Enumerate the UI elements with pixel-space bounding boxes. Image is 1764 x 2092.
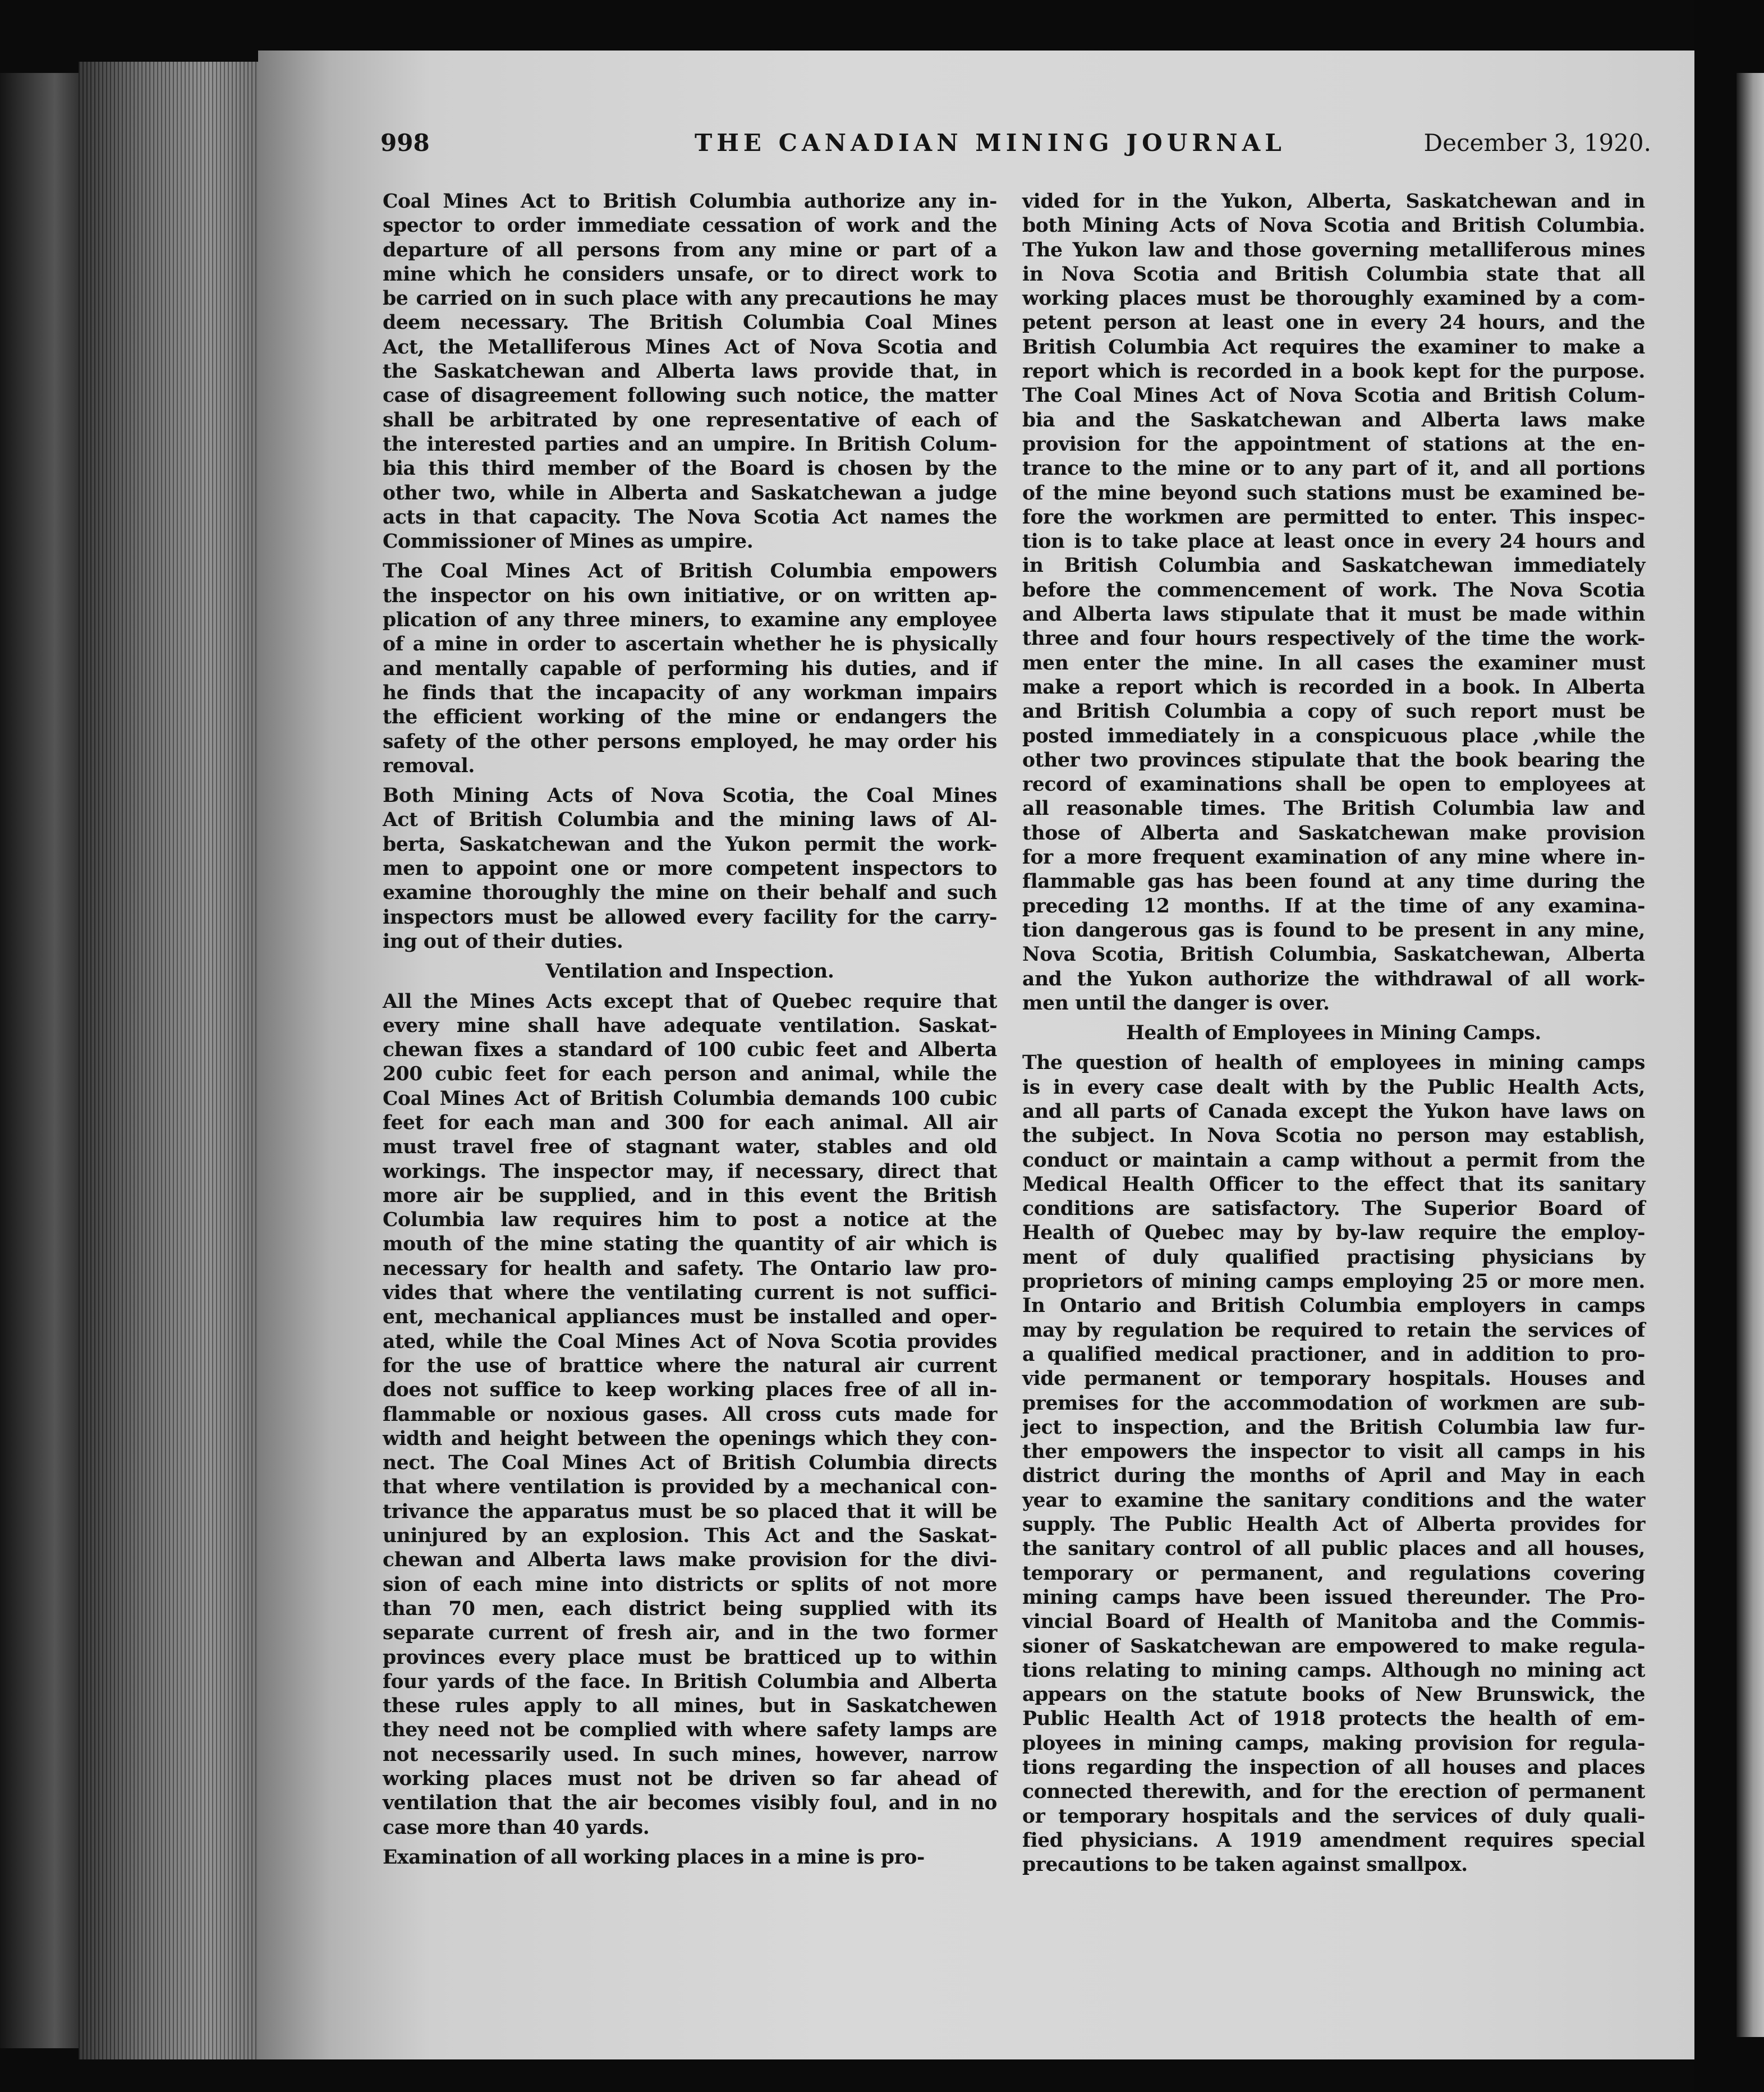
- text-line: they need not be complied with where safety lamps are: [383, 1719, 997, 1742]
- text-line: more air be supplied, and in this event the British: [383, 1184, 997, 1207]
- text-line: the inspector on his own initiative, or on written ap-: [383, 584, 997, 607]
- text-line: make a report which is recorded in a book. In Alberta: [1022, 676, 1645, 699]
- text-line: vides that where the ventilating current is not suffici-: [383, 1282, 997, 1305]
- paragraph: [1022, 1051, 1645, 1877]
- text-line: Public Health Act of 1918 protects the health of em-: [1022, 1708, 1645, 1731]
- next-page-edge: [1737, 73, 1764, 2037]
- text-line: ated, while the Coal Mines Act of Nova Scotia provides: [383, 1330, 997, 1353]
- text-line: or temporary hospitals and the services of duly quali-: [1022, 1805, 1645, 1828]
- text-line: Examination of all working places in a mine is pro-: [383, 1846, 925, 1869]
- text-line: not necessarily used. In such mines, however, narrow: [383, 1743, 997, 1766]
- text-line: in British Columbia and Saskatchewan immediately: [1022, 554, 1645, 577]
- text-line: Nova Scotia, British Columbia, Saskatchewan, Alberta: [1022, 943, 1645, 966]
- text-line: departure of all persons from any mine or part of a: [383, 238, 997, 262]
- paragraph-gap: [1022, 1045, 1645, 1051]
- text-line: examine thoroughly the mine on their behalf and such: [383, 882, 997, 905]
- text-line: British Columbia Act requires the examiner to make a: [1022, 336, 1645, 359]
- text-line: Act, the Metalliferous Mines Act of Nova Scotia and: [383, 336, 997, 359]
- text-line: four yards of the face. In British Columbia and Alberta: [383, 1670, 997, 1693]
- text-line: the sanitary control of all public places and all houses,: [1022, 1538, 1645, 1561]
- text-line: case of disagreement following such notice, the matter: [383, 384, 997, 407]
- page-number: 998: [380, 129, 430, 157]
- text-line: record of examinations shall be open to employees at: [1022, 773, 1645, 796]
- text-line: deem necessary. The British Columbia Coal Mines: [383, 311, 997, 334]
- text-line: trance to the mine or to any part of it, and all portions: [1022, 457, 1645, 480]
- text-line: width and height between the openings which they con-: [383, 1427, 997, 1450]
- text-line: the efficient working of the mine or endangers the: [383, 706, 997, 729]
- text-line: The question of health of employees in mining camps: [1022, 1052, 1645, 1075]
- paragraph: [383, 784, 997, 954]
- text-line: vided for in the Yukon, Alberta, Saskatchewan and in: [1022, 190, 1645, 213]
- paragraph-gap: [383, 554, 997, 559]
- paragraph: [1022, 190, 1645, 1016]
- text-line: mine which he considers unsafe, or to direct work to: [383, 263, 997, 286]
- text-line: that where ventilation is provided by a mechanical con-: [383, 1476, 997, 1499]
- text-line: and British Columbia a copy of such report must be: [1022, 700, 1645, 723]
- paragraph: [383, 190, 997, 554]
- heading-line: Ventilation and Inspection.: [545, 960, 834, 983]
- text-line: Coal Mines Act to British Columbia authorize any in-: [383, 190, 997, 213]
- text-line: the Saskatchewan and Alberta laws provide that, in: [383, 360, 997, 383]
- text-line: shall be arbitrated by one representative of each of: [383, 409, 997, 432]
- text-line: All the Mines Acts except that of Quebec require that: [383, 990, 997, 1013]
- right-column: [1022, 190, 1645, 1877]
- text-line: other two, while in Alberta and Saskatchewan a judge: [383, 481, 997, 504]
- text-line: flammable gas has been found at any time during the: [1022, 870, 1645, 893]
- text-line: ent, mechanical appliances must be installed and oper-: [383, 1306, 997, 1329]
- running-header: [380, 129, 1651, 168]
- paragraph: [383, 1846, 997, 1870]
- text-line: premises for the accommodation of workmen are sub-: [1022, 1392, 1645, 1415]
- text-line: appears on the statute books of New Brunswick, the: [1022, 1683, 1645, 1706]
- text-line: ject to inspection, and the British Columbia law fur-: [1022, 1416, 1645, 1439]
- text-line: posted immediately in a conspicuous place ,while the: [1022, 724, 1645, 747]
- text-line: three and four hours respectively of the time the work-: [1022, 627, 1645, 650]
- text-line: inspectors must be allowed every facility for the carry-: [383, 906, 997, 929]
- text-line: tion dangerous gas is found to be present in any mine,: [1022, 919, 1645, 942]
- paragraph-gap: [383, 778, 997, 784]
- text-line: is in every case dealt with by the Public Health Acts,: [1022, 1076, 1645, 1099]
- text-line: ventilation that the air becomes visibly foul, and in no: [383, 1792, 997, 1815]
- text-line: proprietors of mining camps employing 25 or more men.: [1022, 1270, 1645, 1293]
- text-line: and all parts of Canada except the Yukon have laws on: [1022, 1100, 1645, 1123]
- text-line: district during the months of April and May in each: [1022, 1465, 1645, 1488]
- section-heading: [1022, 1021, 1645, 1045]
- text-line: preceding 12 months. If at the time of any examina-: [1022, 894, 1645, 917]
- text-line: in Nova Scotia and British Columbia state that all: [1022, 263, 1645, 286]
- text-line: fied physicians. A 1919 amendment requires special: [1022, 1829, 1645, 1852]
- paragraph: [383, 559, 997, 778]
- text-line: mouth of the mine stating the quantity of air which is: [383, 1233, 997, 1256]
- text-line: The Yukon law and those governing metalliferous mines: [1022, 238, 1645, 262]
- paragraph: [383, 990, 997, 1840]
- page-block-edges: [79, 62, 264, 2059]
- left-column: [383, 190, 997, 1870]
- paragraph-gap: [383, 1840, 997, 1846]
- text-line: In Ontario and British Columbia employers in camps: [1022, 1295, 1645, 1318]
- text-line: provision for the appointment of stations at the en-: [1022, 433, 1645, 456]
- text-line: connected therewith, and for the erection of permanent: [1022, 1781, 1645, 1804]
- paragraph-gap: [383, 984, 997, 990]
- text-line: a qualified medical practioner, and in addition to pro-: [1022, 1343, 1645, 1366]
- text-line: the interested parties and an umpire. In British Colum-: [383, 433, 997, 456]
- text-line: both Mining Acts of Nova Scotia and British Columbia.: [1022, 214, 1645, 237]
- text-line: bia and the Saskatchewan and Alberta laws make: [1022, 409, 1645, 432]
- text-line: mining camps have been issued thereunder. The Pro-: [1022, 1586, 1645, 1609]
- heading-line: Health of Employees in Mining Camps.: [1126, 1022, 1541, 1045]
- text-line: of the mine beyond such stations must be examined be-: [1022, 481, 1645, 504]
- text-line: must travel free of stagnant water, stables and old: [383, 1136, 997, 1159]
- text-line: sion of each mine into districts or splits of not more: [383, 1573, 997, 1596]
- text-line: workings. The inspector may, if necessary, direct that: [383, 1160, 997, 1183]
- text-line: fore the workmen are permitted to enter. This inspec-: [1022, 506, 1645, 529]
- text-line: berta, Saskatchewan and the Yukon permit the work-: [383, 833, 997, 856]
- text-line: the subject. In Nova Scotia no person may establish,: [1022, 1125, 1645, 1148]
- text-line: precautions to be taken against smallpox.: [1022, 1854, 1468, 1877]
- text-line: and the Yukon authorize the withdrawal of all work-: [1022, 967, 1645, 990]
- text-line: all reasonable times. The British Columbia law and: [1022, 797, 1645, 820]
- text-line: men enter the mine. In all cases the examiner must: [1022, 652, 1645, 675]
- text-line: supply. The Public Health Act of Alberta provides for: [1022, 1513, 1645, 1536]
- text-line: Medical Health Officer to the effect that its sanitary: [1022, 1173, 1645, 1196]
- text-line: of a mine in order to ascertain whether he is physically: [383, 633, 997, 656]
- text-line: nect. The Coal Mines Act of British Columbia directs: [383, 1452, 997, 1475]
- text-line: he finds that the incapacity of any workman impairs: [383, 681, 997, 704]
- text-line: Act of British Columbia and the mining laws of Al-: [383, 809, 997, 832]
- text-line: than 70 men, each district being supplied with its: [383, 1597, 997, 1620]
- text-line: for a more frequent examination of any mine where in-: [1022, 846, 1645, 869]
- text-line: and mentally capable of performing his duties, and if: [383, 657, 997, 680]
- text-line: plication of any three miners, to examine any employee: [383, 609, 997, 632]
- text-line: these rules apply to all mines, but in Saskatchewen: [383, 1695, 997, 1718]
- text-line: for the use of brattice where the natural air current: [383, 1354, 997, 1377]
- text-line: The Coal Mines Act of British Columbia empowers: [383, 560, 997, 583]
- text-line: trivance the apparatus must be so placed that it will be: [383, 1500, 997, 1523]
- text-line: vide permanent or temporary hospitals. Houses and: [1022, 1368, 1645, 1391]
- text-line: safety of the other persons employed, he may order his: [383, 730, 997, 753]
- book-spine: [0, 73, 79, 2048]
- text-line: tions regarding the inspection of all houses and places: [1022, 1756, 1645, 1779]
- text-line: men until the danger is over.: [1022, 992, 1330, 1015]
- text-line: ployees in mining camps, making provision for regula-: [1022, 1732, 1645, 1755]
- text-line: may by regulation be required to retain the services of: [1022, 1319, 1645, 1342]
- text-line: tions relating to mining camps. Although no mining act: [1022, 1659, 1645, 1682]
- text-line: bia this third member of the Board is chosen by the: [383, 457, 997, 480]
- issue-date: December 3, 1920.: [1423, 129, 1651, 157]
- text-line: flammable or noxious gases. All cross cuts made for: [383, 1403, 997, 1426]
- text-line: Both Mining Acts of Nova Scotia, the Coal Mines: [383, 784, 997, 808]
- text-line: The Coal Mines Act of Nova Scotia and British Colum-: [1022, 384, 1645, 407]
- text-line: spector to order immediate cessation of work and the: [383, 214, 997, 237]
- text-line: be carried on in such place with any precautions he may: [383, 287, 997, 310]
- paragraph-gap: [383, 954, 997, 960]
- text-line: and Alberta laws stipulate that it must be made within: [1022, 603, 1645, 626]
- text-line: uninjured by an explosion. This Act and the Saskat-: [383, 1525, 997, 1548]
- text-line: does not suffice to keep working places free of all in-: [383, 1379, 997, 1402]
- text-line: chewan fixes a standard of 100 cubic feet and Alberta: [383, 1039, 997, 1062]
- text-line: removal.: [383, 754, 475, 777]
- text-line: case more than 40 yards.: [383, 1816, 650, 1839]
- text-line: separate current of fresh air, and in the two former: [383, 1622, 997, 1645]
- text-line: other two provinces stipulate that the book bearing the: [1022, 749, 1645, 772]
- text-line: year to examine the sanitary conditions and the water: [1022, 1489, 1645, 1512]
- text-line: Columbia law requires him to post a notice at the: [383, 1209, 997, 1232]
- text-line: provinces every place must be bratticed up to within: [383, 1646, 997, 1669]
- text-line: report which is recorded in a book kept for the purpose.: [1022, 360, 1645, 383]
- text-line: tion is to take place at least once in every 24 hours and: [1022, 530, 1645, 553]
- text-line: temporary or permanent, and regulations covering: [1022, 1562, 1645, 1585]
- text-line: vincial Board of Health of Manitoba and the Commis-: [1022, 1611, 1645, 1634]
- text-line: necessary for health and safety. The Ontario law pro-: [383, 1257, 997, 1280]
- text-line: working places must not be driven so far ahead of: [383, 1768, 997, 1790]
- text-line: petent person at least one in every 24 hours, and the: [1022, 311, 1645, 334]
- section-heading: [383, 960, 997, 984]
- text-line: Coal Mines Act of British Columbia demands 100 cubic: [383, 1087, 997, 1110]
- text-line: ing out of their duties.: [383, 930, 623, 953]
- text-line: Health of Quebec may by by-law require the employ-: [1022, 1222, 1645, 1245]
- text-line: ment of duly qualified practising physicians by: [1022, 1246, 1645, 1269]
- text-line: conduct or maintain a camp without a permit from the: [1022, 1149, 1645, 1172]
- text-line: acts in that capacity. The Nova Scotia Act names the: [383, 506, 997, 529]
- text-line: 200 cubic feet for each person and animal, while the: [383, 1063, 997, 1086]
- text-line: Commissioner of Mines as umpire.: [383, 530, 754, 553]
- paragraph-gap: [1022, 1016, 1645, 1021]
- text-line: chewan and Alberta laws make provision for the divi-: [383, 1549, 997, 1572]
- text-line: feet for each man and 300 for each animal. All air: [383, 1111, 997, 1134]
- text-line: working places must be thoroughly examined by a com-: [1022, 287, 1645, 310]
- text-line: every mine shall have adequate ventilation. Saskat-: [383, 1014, 997, 1037]
- text-line: ther empowers the inspector to visit all camps in his: [1022, 1440, 1645, 1464]
- text-line: conditions are satisfactory. The Superior Board of: [1022, 1198, 1645, 1221]
- text-line: those of Alberta and Saskatchewan make provision: [1022, 822, 1645, 845]
- text-line: sioner of Saskatchewan are empowered to make regula-: [1022, 1635, 1645, 1658]
- text-line: before the commencement of work. The Nova Scotia: [1022, 579, 1645, 602]
- text-line: men to appoint one or more competent inspectors to: [383, 857, 997, 880]
- journal-title: THE CANADIAN MINING JOURNAL: [695, 129, 1286, 157]
